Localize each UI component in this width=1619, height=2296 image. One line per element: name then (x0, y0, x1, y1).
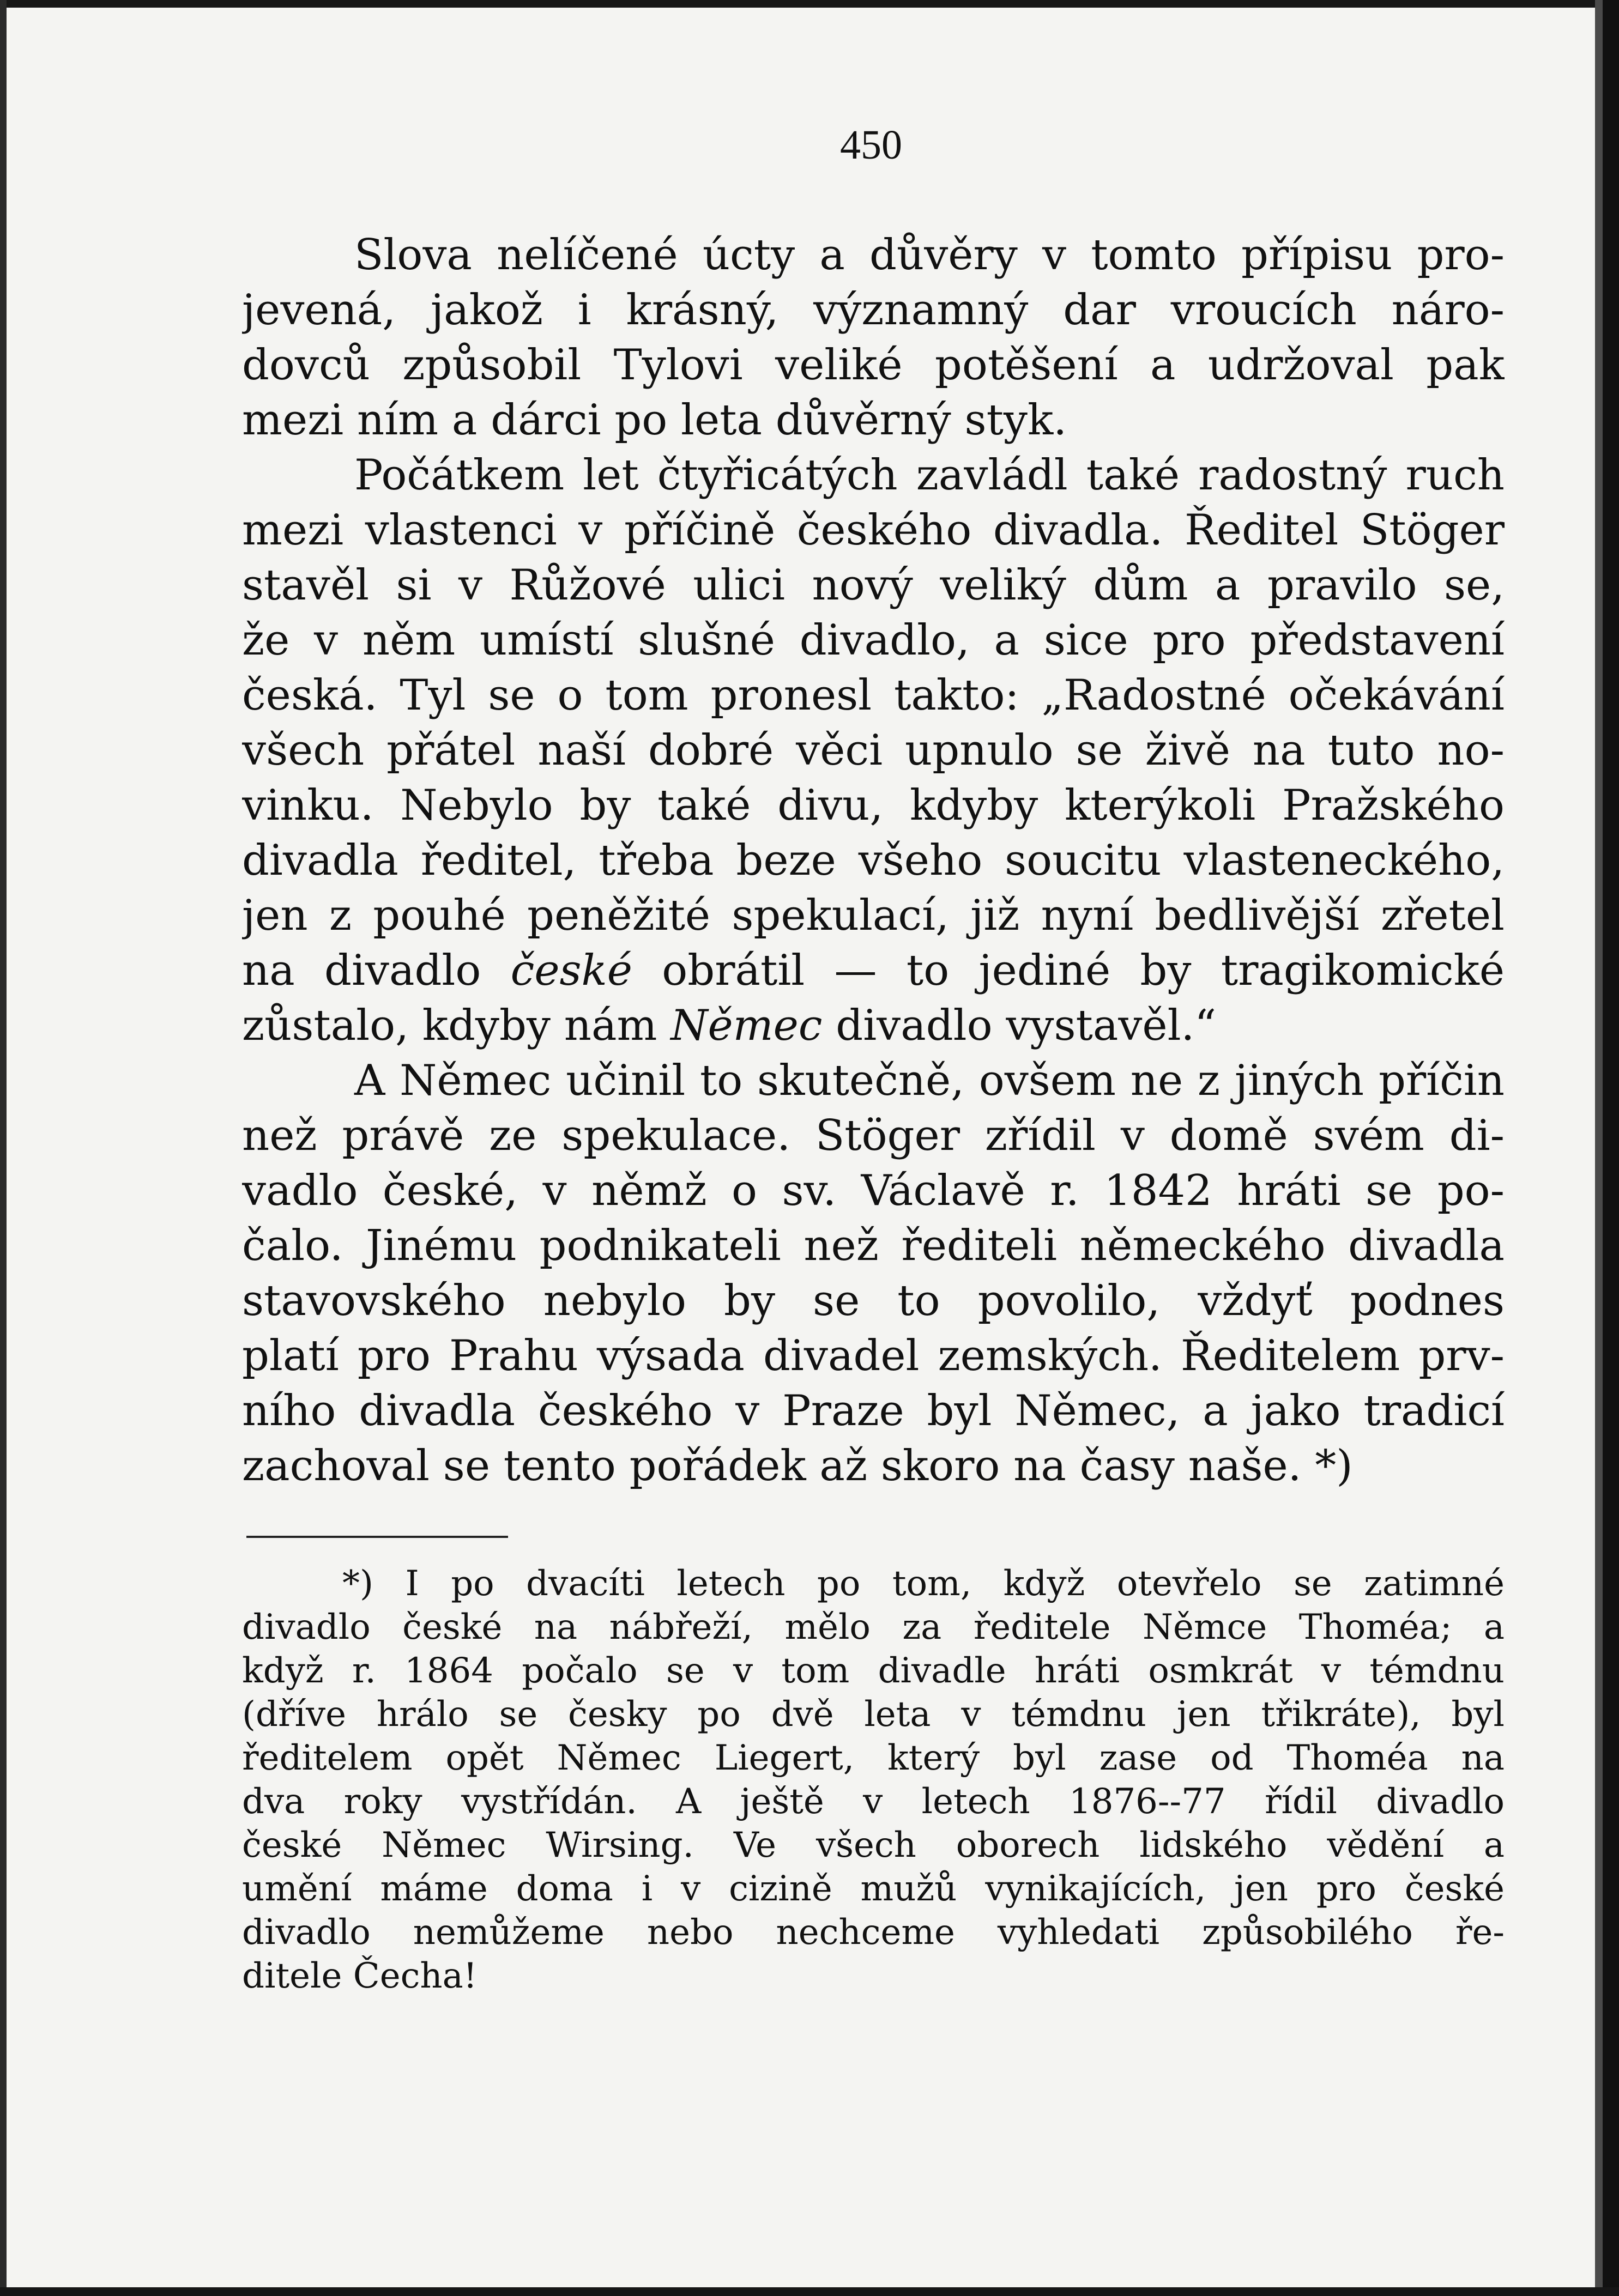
main-text (242, 228, 1505, 1494)
footnote-line: umění máme doma i v cizině mužů vynikajících, jen pro české (242, 1869, 1505, 1909)
text-line: divadla ředitel, třeba beze všeho soucitu vlasteneckého, (242, 836, 1505, 885)
footnote-line: divadlo české na nábřeží, mělo za ředitele Němce Thoméa; a (242, 1607, 1505, 1647)
text-line: dovců způsobil Tylovi veliké potěšení a udržoval pak (242, 341, 1505, 390)
footnote-line: ředitelem opět Němec Liegert, který byl zase od Thoméa na (242, 1738, 1505, 1778)
text-line-with-italic (242, 998, 1505, 1053)
line-text-end: obrátil — to jediné by tragikomické (632, 946, 1505, 995)
footnote-line: dva roky vystřídán. A ještě v letech 1876--77 řídil divadlo (242, 1782, 1505, 1822)
text-line: mezi vlastenci v příčině českého divadla. Ředitel Stöger (242, 506, 1505, 555)
footnote (242, 1562, 1505, 1998)
text-line: že v něm umístí slušné divadlo, a sice pro představení (242, 616, 1505, 665)
text-line: stavovského nebylo by se to povolilo, vždyť podnes (242, 1276, 1505, 1325)
text-line: vadlo české, v němž o sv. Václavě r. 1842 hráti se po- (242, 1166, 1505, 1215)
text-line: česká. Tyl se o tom pronesl takto: „Radostné očekávání (242, 671, 1505, 720)
italic-word: Němec (670, 1001, 823, 1050)
scan-border-right (1603, 0, 1619, 2296)
italic-word: české (510, 946, 632, 995)
footnote-line: ditele Čecha! (242, 1956, 478, 1996)
line-text-start: na divadlo (242, 946, 511, 995)
text-line: Počátkem let čtyřicátých zavládl také radostný ruch (354, 451, 1505, 500)
scan-border-bottom (0, 2287, 1619, 2296)
text-line: A Němec učinil to skutečně, ovšem ne z jiných příčin (354, 1056, 1505, 1105)
text-line: čalo. Jinému podnikateli než řediteli německého divadla (242, 1221, 1505, 1270)
footnote-line: když r. 1864 počalo se v tom divadle hráti osmkrát v témdnu (242, 1651, 1505, 1691)
page-number: 450 (840, 122, 902, 168)
text-line: ního divadla českého v Praze byl Němec, a jako tradicí (242, 1386, 1505, 1435)
footnote-line: divadlo nemůžeme nebo nechceme vyhledati způsobilého ře- (242, 1912, 1505, 1953)
text-line: než právě ze spekulace. Stöger zřídil v domě svém di- (242, 1111, 1505, 1160)
scan-border-right-shadow (1595, 0, 1603, 2296)
text-line: všech přátel naší dobré věci upnulo se živě na tuto no- (242, 726, 1505, 775)
footnote-separator (246, 1536, 508, 1538)
footnote-line: *) I po dvacíti letech po tom, když otevřelo se zatimné (342, 1564, 1505, 1604)
text-line: zachoval se tento pořádek až skoro na časy naše. *) (242, 1441, 1353, 1491)
text-line: vinku. Nebylo by také divu, kdyby kterýkoli Pražského (242, 781, 1505, 830)
footnote-line: (dříve hrálo se česky po dvě leta v témdnu jen třikráte), byl (242, 1694, 1505, 1735)
text-line: jevená, jakož i krásný, významný dar vroucích náro- (242, 286, 1505, 335)
text-line: platí pro Prahu výsada divadel zemských. Ředitelem prv- (242, 1331, 1505, 1380)
text-line: jen z pouhé peněžité spekulací, již nyní bedlivější zřetel (242, 891, 1505, 940)
text-line: Slova nelíčené úcty a důvěry v tomto přípisu pro- (354, 231, 1505, 280)
scan-border-top (0, 0, 1619, 8)
text-line: stavěl si v Růžové ulici nový veliký dům a pravilo se, (242, 561, 1505, 610)
line-text-start: zůstalo, kdyby nám (242, 1001, 671, 1050)
footnote-line: české Němec Wirsing. Ve všech oborech lidského vědění a (242, 1825, 1505, 1865)
text-line: mezi ním a dárci po leta důvěrný styk. (242, 396, 1067, 445)
scan-border-left (0, 0, 7, 2296)
line-text-end: divadlo vystavěl.“ (822, 1001, 1217, 1050)
text-line-with-italic (242, 943, 1505, 998)
